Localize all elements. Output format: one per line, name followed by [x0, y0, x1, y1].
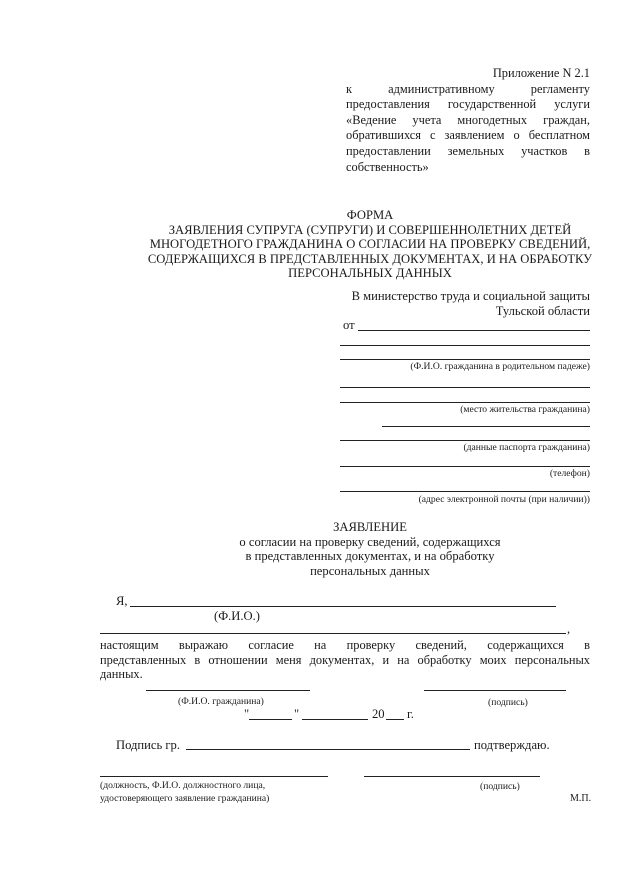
from-fio-field-line2[interactable] [340, 345, 590, 346]
confirm-suffix: подтверждаю. [474, 738, 550, 752]
phone-field[interactable] [340, 466, 590, 467]
statement-subtitle-line: в представленных документах, и на обработку [245, 549, 495, 563]
form-title-line: ЗАЯВЛЕНИЯ СУПРУГА (СУПРУГИ) И СОВЕРШЕННОЛЕТНИХ ДЕТЕЙ [168, 222, 572, 237]
consent-line: настоящим выражаю согласие на проверку сведений, содержащихся в [100, 638, 590, 652]
official-signature-field[interactable] [364, 776, 540, 777]
consent-line: представленных в отношении меня документах, и на обработку моих персональных [100, 652, 590, 667]
consent-line: данных. [100, 667, 143, 682]
email-field[interactable] [340, 491, 590, 492]
date-year-prefix: 20 [372, 707, 385, 721]
date-day-field[interactable] [249, 719, 292, 720]
appendix-header [346, 66, 590, 175]
date-open-quote: " [244, 707, 250, 721]
from-fio-field[interactable] [358, 330, 590, 331]
statement-title [120, 520, 620, 578]
confirm-fio-field[interactable] [186, 749, 470, 750]
fio-caption: (Ф.И.О.) [214, 609, 260, 623]
applicant-fio-field[interactable] [130, 606, 556, 607]
passport-caption: (данные паспорта гражданина) [463, 442, 590, 453]
residence-caption: (место жительства гражданина) [460, 404, 590, 415]
seal-label: М.П. [570, 793, 592, 804]
email-caption: (адрес электронной почты (при наличии)) [418, 494, 590, 505]
passport-field-line2[interactable] [340, 440, 590, 441]
date-year-suffix: г. [407, 707, 414, 721]
appendix-line: «Ведение учета многодетных граждан, [346, 112, 590, 127]
confirm-prefix: Подпись гр. [116, 738, 181, 752]
appendix-line: к административному регламенту [346, 81, 590, 96]
consent-text [100, 638, 590, 682]
appendix-number: Приложение N 2.1 [492, 66, 590, 80]
statement-heading: ЗАЯВЛЕНИЕ [333, 520, 407, 534]
official-caption-line2: удостоверяющего заявление гражданина) [100, 793, 270, 804]
from-fio-field-line3[interactable] [340, 359, 590, 360]
date-close-quote: " [294, 707, 300, 721]
phone-caption: (телефон) [549, 468, 590, 479]
form-title-line: СОДЕРЖАЩИХСЯ В ПРЕДСТАВЛЕННЫХ ДОКУМЕНТАХ, И НА ОБРАБОТКУ [147, 251, 593, 266]
from-label: от [343, 318, 355, 332]
citizen-fio-field[interactable] [146, 690, 310, 691]
appendix-line: собственность» [346, 159, 429, 174]
form-title-line: ФОРМА [346, 208, 394, 222]
date-month-field[interactable] [302, 719, 368, 720]
citizen-fio-caption: (Ф.И.О. гражданина) [178, 696, 264, 707]
official-field[interactable] [100, 776, 328, 777]
fio-genitive-caption: (Ф.И.О. гражданина в родительном падеже) [410, 361, 590, 372]
residence-field[interactable] [340, 387, 590, 388]
appendix-line: предоставления государственной услуги [346, 97, 590, 112]
citizen-signature-field[interactable] [424, 690, 566, 691]
form-title [120, 208, 620, 281]
addressee [352, 289, 590, 319]
form-title-line: ПЕРСОНАЛЬНЫХ ДАННЫХ [288, 266, 452, 281]
official-signature-caption: (подпись) [480, 781, 520, 792]
appendix-line: обратившихся с заявлением о бесплатном [346, 128, 590, 143]
form-title-line: МНОГОДЕТНОГО ГРАЖДАНИНА О СОГЛАСИИ НА ПРОВЕРКУ СВЕДЕНИЙ, [149, 237, 591, 252]
appendix-line: предоставлении земельных участков в [346, 143, 590, 158]
addressee-line: Тульской области [495, 304, 590, 318]
ya-label: Я, [116, 594, 128, 608]
applicant-fio-field-line2[interactable] [100, 633, 566, 634]
comma: , [567, 622, 571, 636]
passport-field[interactable] [382, 426, 590, 427]
addressee-line: В министерство труда и социальной защиты [351, 289, 590, 303]
official-caption-line1: (должность, Ф.И.О. должностного лица, [100, 780, 266, 791]
statement-subtitle-line: о согласии на проверку сведений, содержащихся [239, 534, 501, 549]
date-year-field[interactable] [386, 719, 404, 720]
statement-subtitle-line: персональных данных [310, 563, 430, 578]
citizen-signature-caption: (подпись) [488, 697, 528, 708]
residence-field-line2[interactable] [340, 402, 590, 403]
